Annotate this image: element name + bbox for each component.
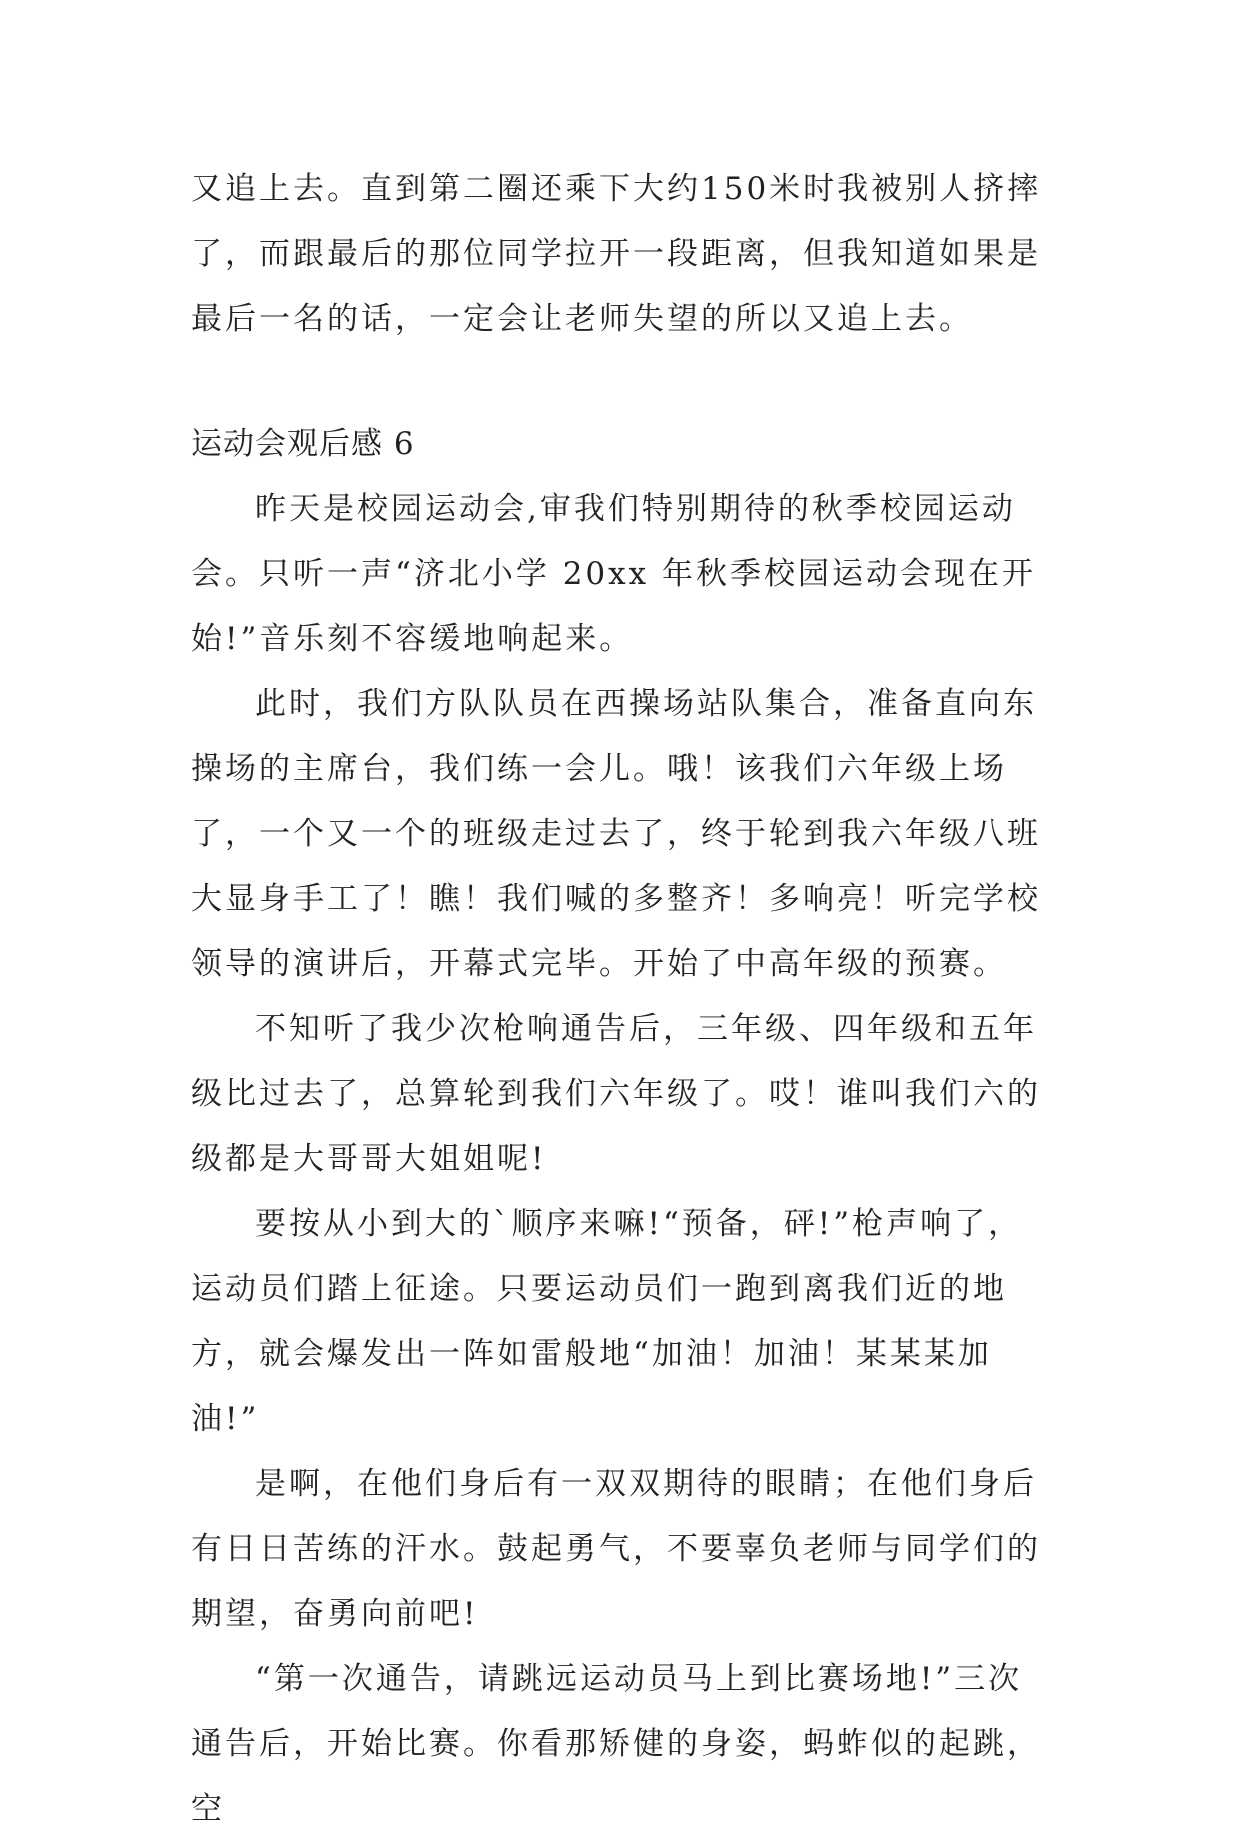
section-title: 运动会观后感 6 bbox=[191, 426, 415, 462]
paragraph-2: 此时，我们方队队员在西操场站队集合，准备直向东操场的主席台，我们练一会儿。哦！该我们六年级上场了，一个又一个的班级走过去了，终于轮到我六年级八班大显身手工了！瞧！我们喊的多整齐！多响亮！听完学校领导的演讲后，开幕式完毕。开始了中高年级的预赛。 bbox=[191, 686, 1041, 982]
paragraph-6: “第一次通告，请跳远运动员马上到比赛场地!”三次通告后，开始比赛。你看那矫健的身姿，蚂蚱似的起跳，空 bbox=[191, 1661, 1041, 1827]
paragraph-3: 不知听了我少次枪响通告后，三年级、四年级和五年级比过去了，总算轮到我们六年级了。哎！谁叫我们六的级都是大哥哥大姐姐呢! bbox=[191, 1011, 1041, 1177]
document-body bbox=[191, 157, 1051, 1842]
paragraph-4: 要按从小到大的`顺序来嘛!“预备，砰!”枪声响了，运动员们踏上征途。只要运动员们一跑到离我们近的地方，就会爆发出一阵如雷般地“加油！加油！某某某加油!” bbox=[191, 1206, 1023, 1437]
paragraph-5: 是啊，在他们身后有一双双期待的眼睛；在他们身后有日日苦练的汗水。鼓起勇气，不要辜负老师与同学们的期望，奋勇向前吧! bbox=[191, 1466, 1041, 1632]
carryover-paragraph: 又追上去。直到第二圈还乘下大约150米时我被别人挤摔了，而跟最后的那位同学拉开一段距离，但我知道如果是最后一名的话，一定会让老师失望的所以又追上去。 bbox=[191, 171, 1042, 337]
paragraph-1: 昨天是校园运动会,审我们特别期待的秋季校园运动会。只听一声“济北小学 20xx 年秋季校园运动会现在开始!”音乐刻不容缓地响起来。 bbox=[191, 491, 1036, 657]
